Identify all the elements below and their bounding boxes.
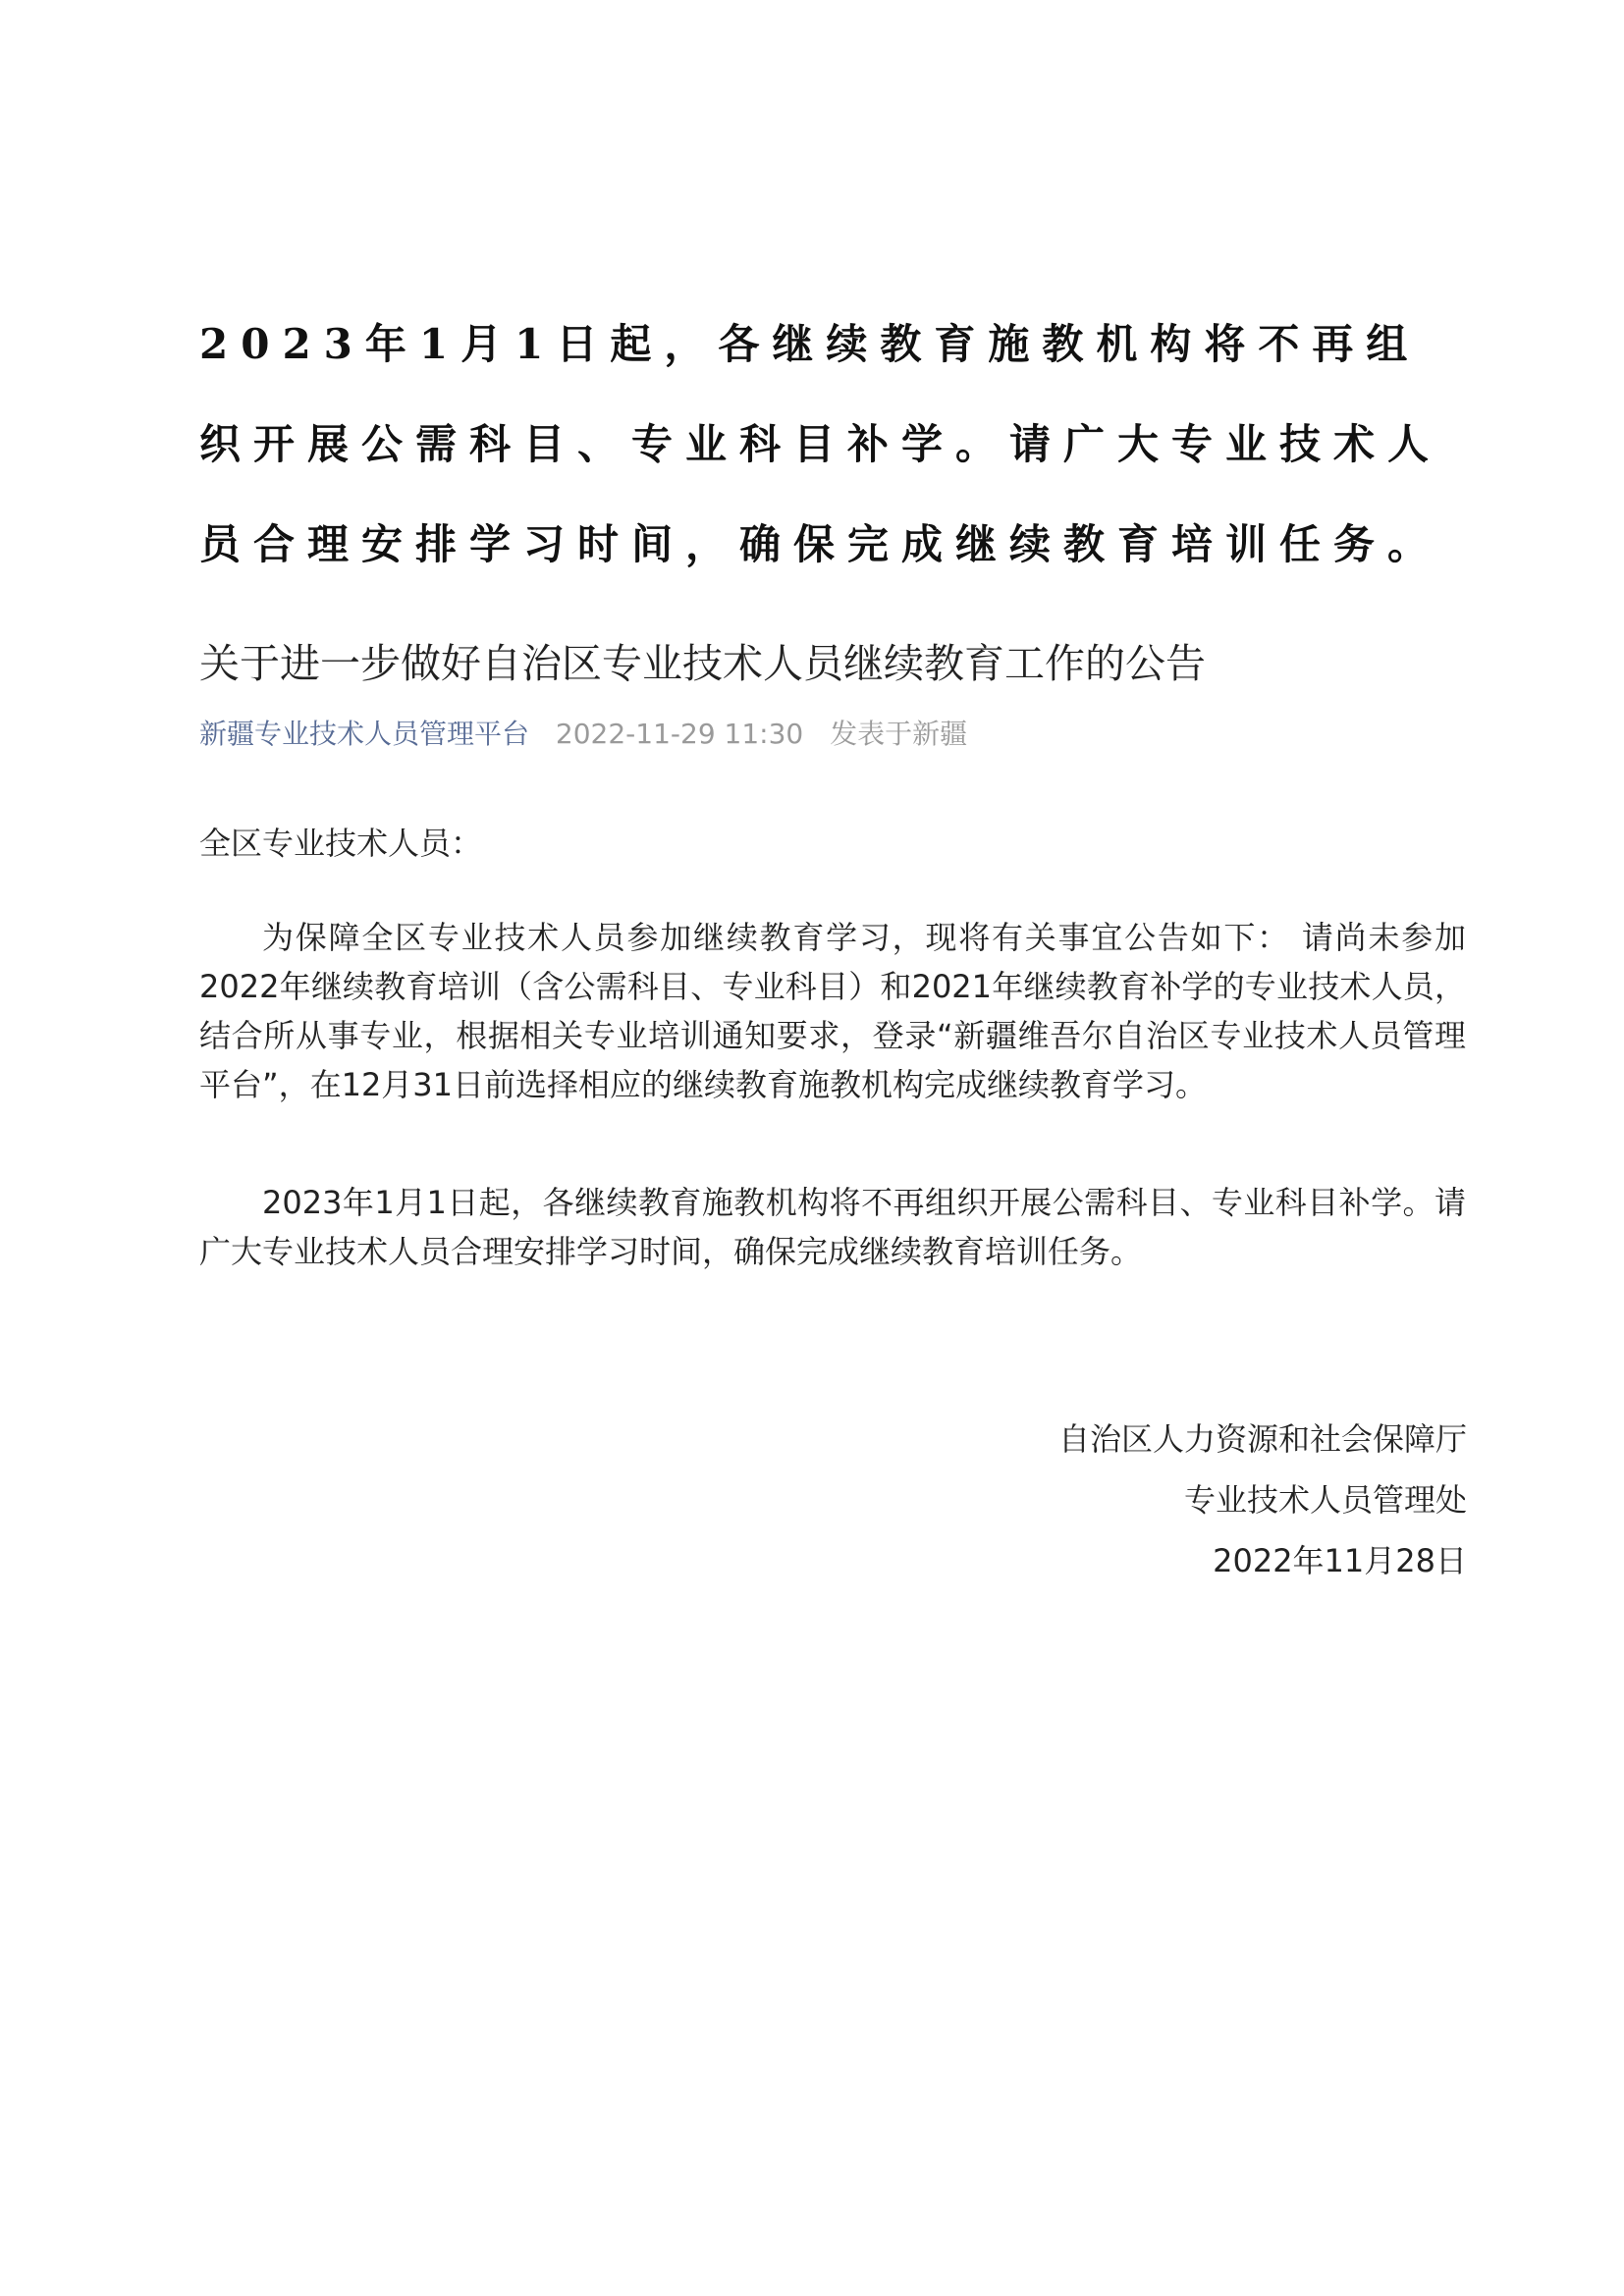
greeting: 全区专业技术人员： [199, 825, 483, 862]
publish-region: 发表于新疆 [830, 718, 968, 750]
body-paragraph-2: 2023年1月1日起，各继续教育施教机构将不再组织开展公需科目、专业科目补学。请广大专业技术人员合理安排学习时间，确保完成继续教育培训任务。 [199, 1184, 1466, 1270]
body-paragraph-1: 为保障全区专业技术人员参加继续教育学习，现将有关事宜公告如下： 请尚未参加2022年继续教育培训（含公需科目、专业科目）和2021年继续教育补学的专业技术人员，结合所从事专业，根据相关专业培训通知要求，登录“新疆维吾尔自治区专业技术人员管理平台”，在12月31日前选择相应的继续教育施教机构完成继续教育学习。 [199, 919, 1466, 1103]
source-link[interactable]: 新疆专业技术人员管理平台 [199, 718, 530, 750]
signature-org: 自治区人力资源和社会保障厅 [1057, 1420, 1467, 1458]
signature-date: 2022年11月28日 [1213, 1542, 1467, 1579]
article-title: 关于进一步做好自治区专业技术人员继续教育工作的公告 [199, 640, 1206, 687]
headline-text: 2023年1月1日起，各继续教育施教机构将不再组织开展公需科目、专业科目补学。请广大专业技术人员合理安排学习时间，确保完成继续教育培训任务。 [199, 320, 1442, 568]
signature-block [1058, 1409, 1467, 1591]
publish-date: 2022-11-29 11:30 [555, 718, 804, 750]
article-meta [199, 715, 967, 754]
signature-dept: 专业技术人员管理处 [1183, 1481, 1467, 1519]
